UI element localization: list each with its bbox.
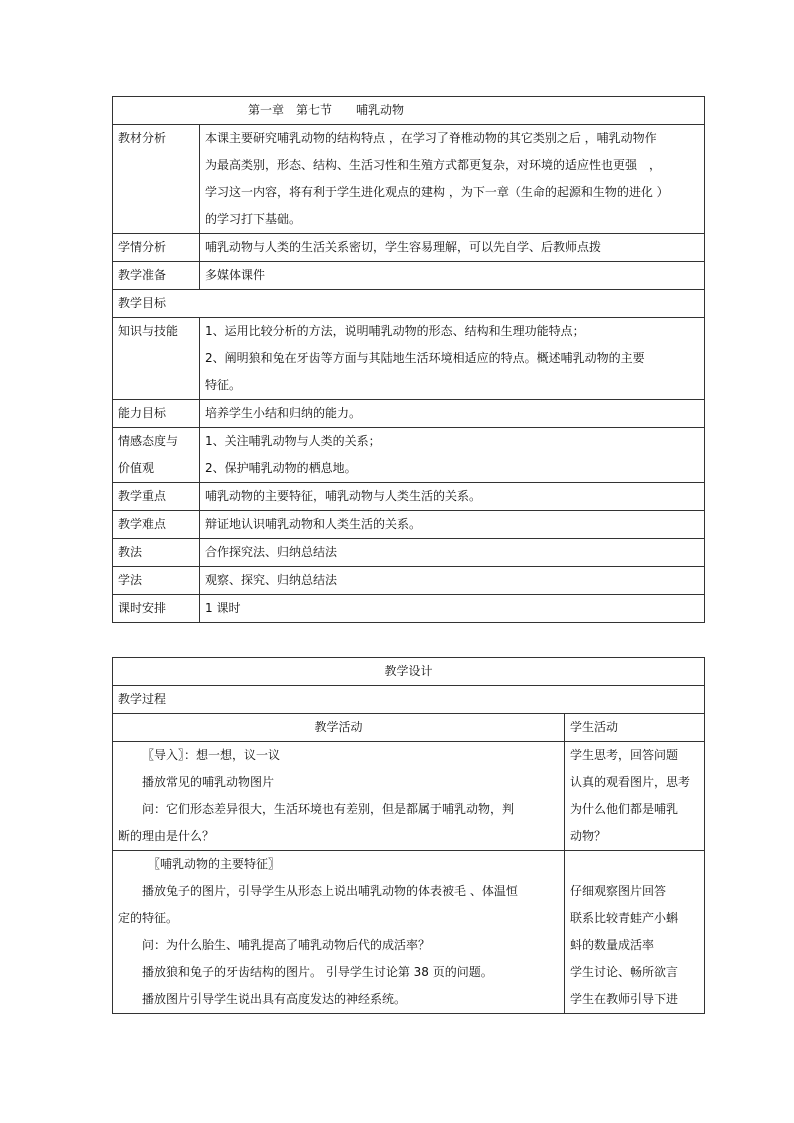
table-row	[113, 428, 705, 483]
content-line: 的学习打下基础。	[205, 212, 302, 226]
content-line: 学生思考，回答问题	[570, 748, 679, 762]
row-content: 哺乳动物与人类的生活关系密切，学生容易理解，可以先自学、后教师点拨	[200, 234, 705, 262]
teacher-activity-cell	[113, 851, 565, 1014]
table-row	[113, 511, 705, 539]
row-label: 教学重点	[113, 483, 200, 511]
content-line: 为最高类别，形态、结构、生活习性和生殖方式都更复杂，对环境的适应性也更强 ，	[205, 158, 662, 172]
content-line: 播放图片引导学生说出具有高度发达的神经系统。	[142, 992, 407, 1006]
content-line: 问：为什么胎生、哺乳提高了哺乳动物后代的成活率？	[142, 938, 431, 952]
row-label: 教学准备	[113, 262, 200, 290]
row-content: 合作探究法、归纳总结法	[200, 539, 705, 567]
row-label: 知识与技能	[113, 318, 200, 400]
label-line: 价值观	[118, 461, 155, 475]
content-line: 1、运用比较分析的方法，说明哺乳动物的形态、结构和生理功能特点；	[205, 324, 585, 338]
content-line: 2、保护哺乳动物的栖息地。	[205, 461, 357, 475]
content-line: 动物？	[570, 829, 607, 843]
teacher-activity-cell	[113, 742, 565, 851]
row-content: 多媒体课件	[200, 262, 705, 290]
content-line: 蚪的数量成活率	[570, 938, 655, 952]
row-label: 教材分析	[113, 125, 200, 234]
table-row	[113, 686, 705, 714]
lesson-title: 第一章 第七节 哺乳动物	[113, 97, 705, 125]
title-row	[113, 658, 705, 686]
row-label	[113, 428, 200, 483]
row-label: 教法	[113, 539, 200, 567]
student-activity-cell	[565, 851, 705, 1014]
row-content: 辩证地认识哺乳动物和人类生活的关系。	[200, 511, 705, 539]
content-line: 问：它们形态差异很大，生活环境也有差别，但是都属于哺乳动物，判	[142, 802, 515, 816]
row-content: 1 课时	[200, 595, 705, 623]
row-label: 能力目标	[113, 400, 200, 428]
table-row	[113, 539, 705, 567]
content-paragraph	[118, 878, 559, 932]
table-row	[113, 595, 705, 623]
teacher-activity-header: 教学活动	[113, 714, 565, 742]
content-line: 1、关注哺乳动物与人类的关系；	[205, 434, 381, 448]
label-line: 情感态度与	[118, 434, 179, 448]
content-line: 本课主要研究哺乳动物的结构特点 ，在学习了脊椎动物的其它类别之后 ，哺乳动物作	[205, 131, 657, 145]
section-heading: 教学目标	[113, 290, 705, 318]
content-line: 播放狼和兔子的牙齿结构的图片。 引导学生讨论第 38 页的问题。	[142, 965, 493, 979]
row-content: 培养学生小结和归纳的能力。	[200, 400, 705, 428]
content-line: 特征。	[205, 378, 242, 392]
header-row	[113, 714, 705, 742]
content-line: 学生讨论、畅所欲言	[570, 965, 679, 979]
table-row	[113, 318, 705, 400]
content-line: 学习这一内容，将有利于学生进化观点的建构 ，为下一章（生命的起源和生物的进化 ）	[205, 185, 669, 199]
table-row	[113, 567, 705, 595]
table-row	[113, 400, 705, 428]
table-row	[113, 290, 705, 318]
content-line: 2、阐明狼和兔在牙齿等方面与其陆地生活环境相适应的特点。概述哺乳动物的主要	[205, 351, 645, 365]
table-row	[113, 234, 705, 262]
student-activity-cell	[565, 742, 705, 851]
row-content	[200, 125, 705, 234]
row-label: 学法	[113, 567, 200, 595]
student-activity-header: 学生活动	[565, 714, 705, 742]
row-label: 学情分析	[113, 234, 200, 262]
design-title: 教学设计	[113, 658, 705, 686]
row-content	[200, 318, 705, 400]
row-label: 教学难点	[113, 511, 200, 539]
row-label: 课时安排	[113, 595, 200, 623]
content-line: 认真的观看图片，思考	[570, 775, 691, 789]
row-content: 哺乳动物的主要特征，哺乳动物与人类生活的关系。	[200, 483, 705, 511]
section-heading: 〖哺乳动物的主要特征〗	[148, 857, 281, 871]
table-row	[113, 851, 705, 1014]
content-line: 学生在教师引导下进	[570, 992, 679, 1006]
lesson-info-table	[112, 96, 705, 623]
section-heading: 〖导入〗：想一想，议一议	[142, 748, 281, 762]
table-row	[113, 125, 705, 234]
table-row	[113, 483, 705, 511]
content-line: 断的理由是什么？	[118, 829, 215, 843]
content-line: 定的特征。	[118, 911, 179, 925]
teaching-design-table	[112, 657, 705, 1014]
content-line: 播放常见的哺乳动物图片	[142, 775, 275, 789]
process-label: 教学过程	[113, 686, 705, 714]
content-line: 播放兔子的图片，引导学生从形态上说出哺乳动物的体表被毛 、体温恒	[142, 884, 518, 898]
content-line: 联系比较青蛙产小蝌	[570, 911, 679, 925]
row-content: 观察、探究、归纳总结法	[200, 567, 705, 595]
content-line: 仔细观察图片回答	[570, 884, 667, 898]
title-row	[113, 97, 705, 125]
table-row	[113, 742, 705, 851]
content-paragraph	[118, 796, 559, 850]
table-row	[113, 262, 705, 290]
content-line	[570, 851, 699, 878]
row-content	[200, 428, 705, 483]
content-line: 为什么他们都是哺乳	[570, 802, 679, 816]
